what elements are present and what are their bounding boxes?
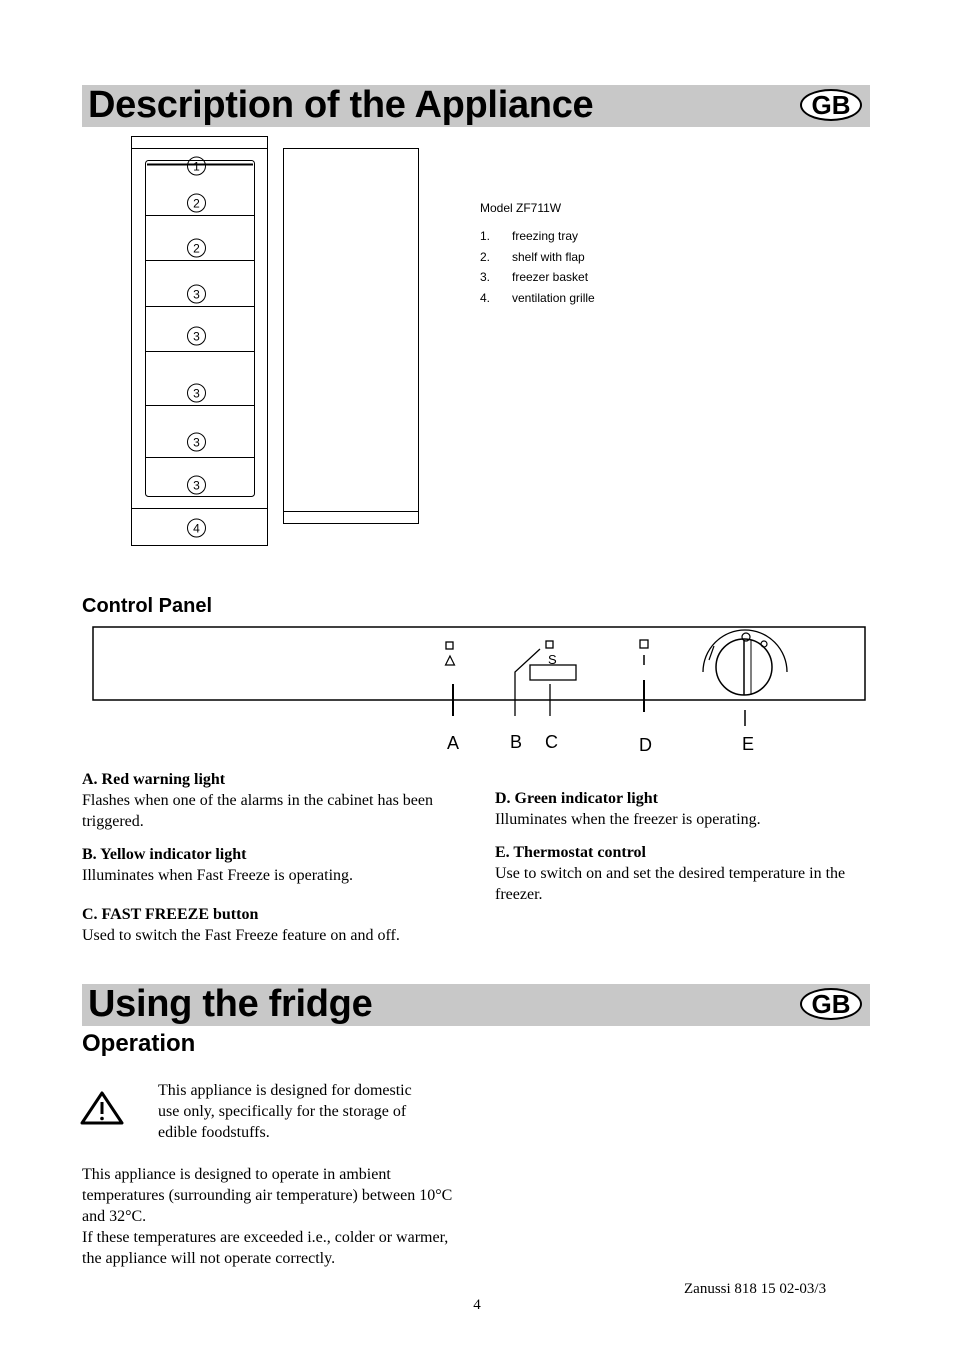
- description-e: E. Thermostat control Use to switch on and set the desired temperature in the freezer.: [495, 844, 846, 903]
- switch-symbol: S: [548, 652, 557, 667]
- fast-freeze-button: [530, 665, 576, 680]
- legend-item: 4. ventilation grille: [480, 290, 595, 305]
- legend-item: 1. freezing tray: [480, 229, 579, 243]
- label-d: D: [639, 735, 652, 755]
- callout-label: 3: [193, 329, 200, 344]
- callout-label: 4: [193, 521, 200, 536]
- control-descriptions-right: [495, 788, 870, 917]
- warning-icon: [80, 1090, 126, 1126]
- label-b: B: [510, 732, 523, 752]
- callout-label: 2: [193, 241, 200, 256]
- green-light-indicator: [640, 640, 648, 648]
- section-title: Using the fridge: [88, 983, 373, 1025]
- label-c: C: [545, 732, 558, 752]
- control-descriptions-left: [82, 769, 462, 958]
- callout-label: 3: [193, 478, 200, 493]
- description-c: C. FAST FREEZE button Used to switch the Fast Freeze feature on and off.: [82, 906, 400, 944]
- label-e: E: [742, 734, 755, 754]
- panel-outline: [93, 627, 865, 700]
- callout-label: 1: [193, 159, 200, 174]
- callout-label: 3: [193, 386, 200, 401]
- page-number: 4: [473, 1297, 481, 1313]
- section-header-using: [82, 984, 870, 1026]
- legend-item: 2. shelf with flap: [480, 249, 585, 264]
- callout-label: 3: [193, 287, 200, 302]
- description-d: D. Green indicator light Illuminates when the freezer is operating.: [495, 790, 761, 828]
- warning-text: This appliance is designed for domestic use only, specifically for the storage of edible foodstuffs.: [158, 1082, 412, 1141]
- document-reference: Zanussi 818 15 02-03/3: [684, 1281, 827, 1297]
- label-a: A: [447, 733, 460, 753]
- callout-label: 2: [193, 196, 200, 211]
- description-b: B. Yellow indicator light Illuminates when Fast Freeze is operating.: [82, 846, 354, 884]
- callout-label: 3: [193, 435, 200, 450]
- operation-heading: Operation: [82, 1030, 196, 1057]
- legend-item: 3. freezer basket: [480, 270, 589, 284]
- ambient-temperature-paragraph: This appliance is designed to operate in ambient temperatures (surrounding air temperature) between 10°C and 32°C.: [82, 1166, 453, 1225]
- section-title: Description of the Appliance: [88, 84, 594, 126]
- gb-badge: GB: [800, 988, 862, 1020]
- control-panel-heading: Control Panel: [82, 595, 213, 617]
- gb-badge: GB: [800, 89, 862, 121]
- description-a: A. Red warning light Flashes when one of the alarms in the cabinet has been triggered.: [82, 771, 433, 830]
- warning-light-indicator: [446, 642, 453, 649]
- temperature-exceeded-paragraph: If these temperatures are exceeded i.e., colder or warmer, the appliance will not operate correctly.: [82, 1229, 449, 1267]
- model-label: Model ZF711W: [480, 201, 562, 215]
- yellow-light-indicator: [546, 641, 553, 648]
- alarm-symbol: [446, 656, 455, 665]
